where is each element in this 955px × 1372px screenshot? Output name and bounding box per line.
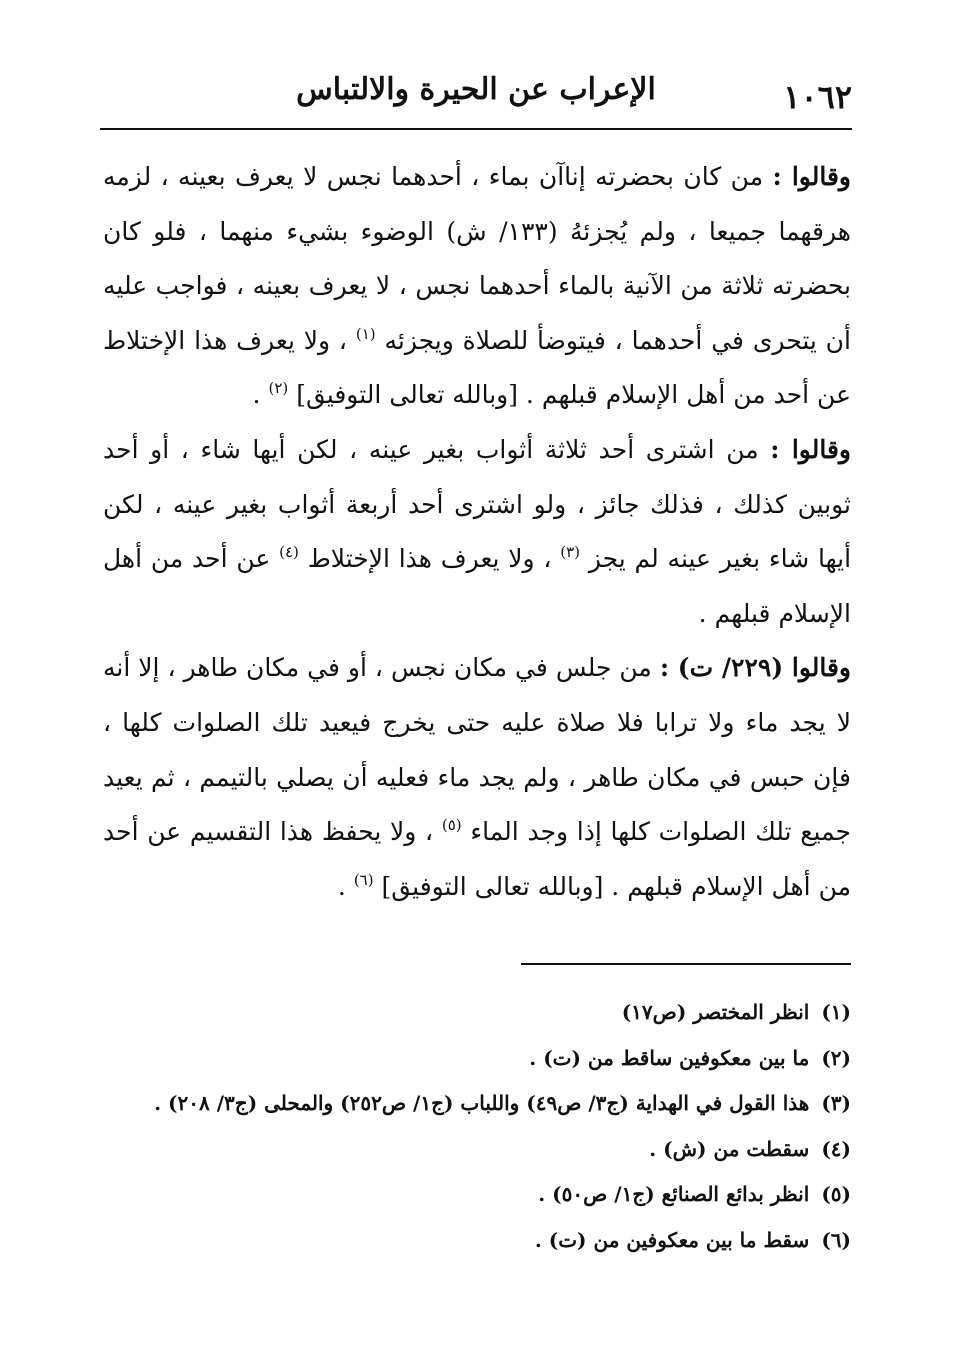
footnote-ref: (٢) — [268, 379, 289, 398]
main-text — [103, 150, 851, 914]
footnote-ref: (٥) — [441, 816, 462, 835]
footnote-text: سقط ما بين معكوفين من (ت) . — [534, 1227, 810, 1252]
page-number: ١٠٦٢ — [783, 78, 852, 116]
footnote — [103, 1081, 851, 1127]
footnote-text: ما بين معكوفين ساقط من (ت) . — [529, 1045, 810, 1070]
footnote — [103, 1218, 851, 1264]
footnote-divider — [521, 963, 851, 965]
paragraph — [103, 423, 851, 641]
footnote-ref: (٤) — [279, 543, 299, 562]
paragraph-text: عن أحد من أهل الإسلام قبلهم . — [103, 544, 851, 628]
footnote-number: (٣) — [821, 1091, 851, 1115]
paragraph-text: . — [337, 871, 346, 901]
footnote-ref: (١) — [355, 324, 376, 343]
footnote-text: انظر بدائع الصنائع (ج١/ ص٥٠) . — [538, 1182, 810, 1206]
paragraph-text: ، ولا يحفظ هذا التقسيم عن أحد من أهل الإسلام قبلهم . [وبالله تعالى التوفيق] — [103, 817, 851, 901]
paragraph-lead: وقالوا : — [772, 162, 851, 191]
paragraph-lead: وقالوا : — [770, 434, 851, 464]
paragraph-text: من اشترى أحد ثلاثة أثواب بغير عينه ، لكن أيها شاء ، أو أحد ثوبين كذلك ، فذلك جائز ، ولو اشترى أحد أربعة أثواب بغير عينه ، لكن أيها شاء بغير عينه لم يجز — [103, 434, 852, 574]
footnote-number: (٦) — [821, 1227, 851, 1252]
footnote-number: (٤) — [821, 1136, 851, 1161]
footnote-number: (٢) — [821, 1045, 851, 1070]
footnote — [103, 1127, 851, 1173]
paragraph — [103, 150, 851, 423]
paragraph-text: من جلس في مكان نجس ، أو في مكان طاهر ، إلا أنه لا يجد ماء ولا ترابا فلا صلاة عليه حتى يخرج فيعيد تلك الصلوات كلها ، فإن حبس في مكان طاهر ، ولم يجد ماء فعليه أن يصلي بالتيمم ، ثم يعيد جميع تلك الصلوات كلها إذا وجد الماء — [103, 653, 851, 847]
paragraph-lead: وقالوا (٢٢٩/ ت) : — [659, 653, 851, 683]
footnote-number: (٥) — [821, 1182, 851, 1206]
running-title: الإعراب عن الحيرة والالتباس — [296, 72, 656, 107]
footnote-ref: (٣) — [560, 543, 581, 562]
paragraph-text: . — [252, 380, 261, 410]
footnote — [103, 1036, 851, 1082]
footnote-text: سقطت من (ش) . — [649, 1136, 810, 1161]
footnote-ref: (٦) — [353, 870, 374, 889]
footnote-text: انظر المختصر (ص١٧) — [621, 1000, 810, 1024]
paragraph-text: ، ولا يعرف هذا الإختلاط عن أحد من أهل الإسلام قبلهم . [وبالله تعالى التوفيق] — [103, 325, 851, 410]
paragraph — [103, 641, 851, 914]
footnote-number: (١) — [821, 1000, 851, 1024]
page-header — [100, 68, 852, 130]
footnote — [103, 990, 851, 1036]
footnote-text: هذا القول في الهداية (ج٣/ ص٤٩) واللباب (ج١/ ص٢٥٢) والمحلى (ج٣/ ٢٠٨) . — [154, 1091, 810, 1115]
footnote — [103, 1172, 851, 1218]
paragraph-text: ، ولا يعرف هذا الإختلاط — [307, 544, 552, 574]
footnotes — [103, 990, 851, 1263]
paragraph-text: من كان بحضرته إناآن بماء ، أحدهما نجس لا يعرف بعينه ، لزمه هرقهما جميعا ، ولم يُجزئهُ (١٣٣/ ش) الوضوء بشيء منهما ، فلو كان بحضرته ثلاثة من الآنية بالماء أحدهما نجس ، لا يعرف بعينه ، فواجب عليه أن يتحرى في أحدهما ، فيتوضأ للصلاة ويجزئه — [103, 162, 851, 355]
